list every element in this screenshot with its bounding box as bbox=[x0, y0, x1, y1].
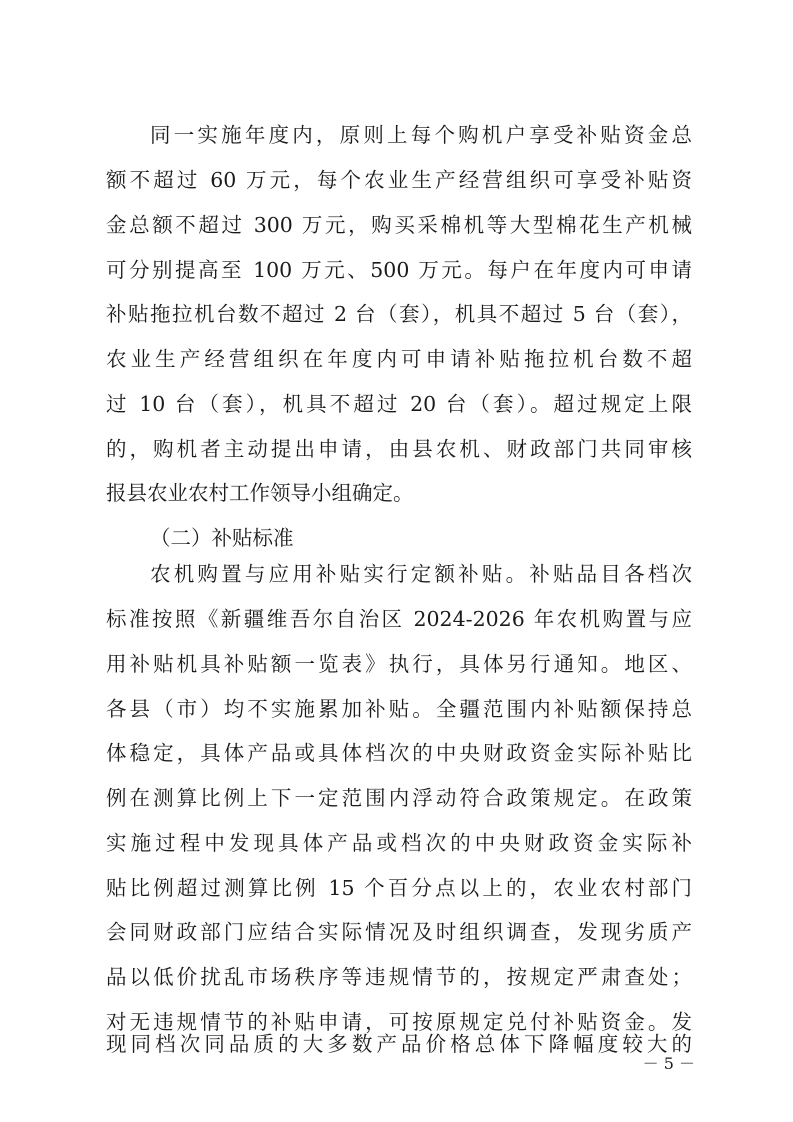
paragraph-2-line-11: 对无违规情节的补贴申请，可按原规定兑付补贴资金。发 bbox=[106, 1010, 692, 1034]
paragraph-2-line-4: 各县（市）均不实施累加补贴。全疆范围内补贴额保持总 bbox=[106, 697, 692, 721]
paragraph-1-line-1: 同一实施年度内，原则上每个购机户享受补贴资金总 bbox=[150, 123, 692, 147]
paragraph-2-line-2: 标准按照《新疆维吾尔自治区 2024-2026 年农机购置与应 bbox=[106, 607, 692, 631]
paragraph-2-line-7: 实施过程中发现具体产品或档次的中央财政资金实际补 bbox=[106, 831, 692, 855]
paragraph-1-line-6: 农业生产经营组织在年度内可申请补贴拖拉机台数不超 bbox=[106, 347, 692, 371]
paragraph-1-line-4: 可分别提高至 100 万元、500 万元。每户在年度内可申请 bbox=[106, 258, 692, 282]
paragraph-2-line-8: 贴比例超过测算比例 15 个百分点以上的，农业农村部门 bbox=[106, 876, 692, 900]
paragraph-2-line-6: 例在测算比例上下一定范围内浮动符合政策规定。在政策 bbox=[106, 786, 692, 810]
paragraph-1-line-2: 额不超过 60 万元，每个农业生产经营组织可享受补贴资 bbox=[106, 168, 692, 192]
paragraph-2-line-1: 农机购置与应用补贴实行定额补贴。补贴品目各档次 bbox=[150, 562, 692, 586]
paragraph-1-line-9: 报县农业农村工作领导小组确定。 bbox=[106, 481, 414, 505]
paragraph-1-line-5: 补贴拖拉机台数不超过 2 台（套），机具不超过 5 台（套）， bbox=[106, 302, 692, 326]
page-number: － 5 － bbox=[642, 1054, 695, 1073]
paragraph-2-line-9: 会同财政部门应结合实际情况及时组织调查，发现劣质产 bbox=[106, 920, 692, 944]
paragraph-1-line-7: 过 10 台（套），机具不超过 20 台（套）。超过规定上限 bbox=[106, 392, 692, 416]
paragraph-2-line-10: 品以低价扰乱市场秩序等违规情节的，按规定严肃查处； bbox=[106, 965, 692, 989]
paragraph-2-line-12: 现同档次同品质的大多数产品价格总体下降幅度较大的 bbox=[106, 1032, 692, 1056]
section-heading: （二）补贴标准 bbox=[150, 526, 294, 550]
paragraph-1-line-3: 金总额不超过 300 万元，购买采棉机等大型棉花生产机械 bbox=[106, 213, 692, 237]
paragraph-2-line-3: 用补贴机具补贴额一览表》执行，具体另行通知。地区、 bbox=[106, 652, 692, 676]
paragraph-2-line-5: 体稳定，具体产品或具体档次的中央财政资金实际补贴比 bbox=[106, 741, 692, 765]
paragraph-1-line-8: 的，购机者主动提出申请，由县农机、财政部门共同审核 bbox=[106, 437, 692, 461]
